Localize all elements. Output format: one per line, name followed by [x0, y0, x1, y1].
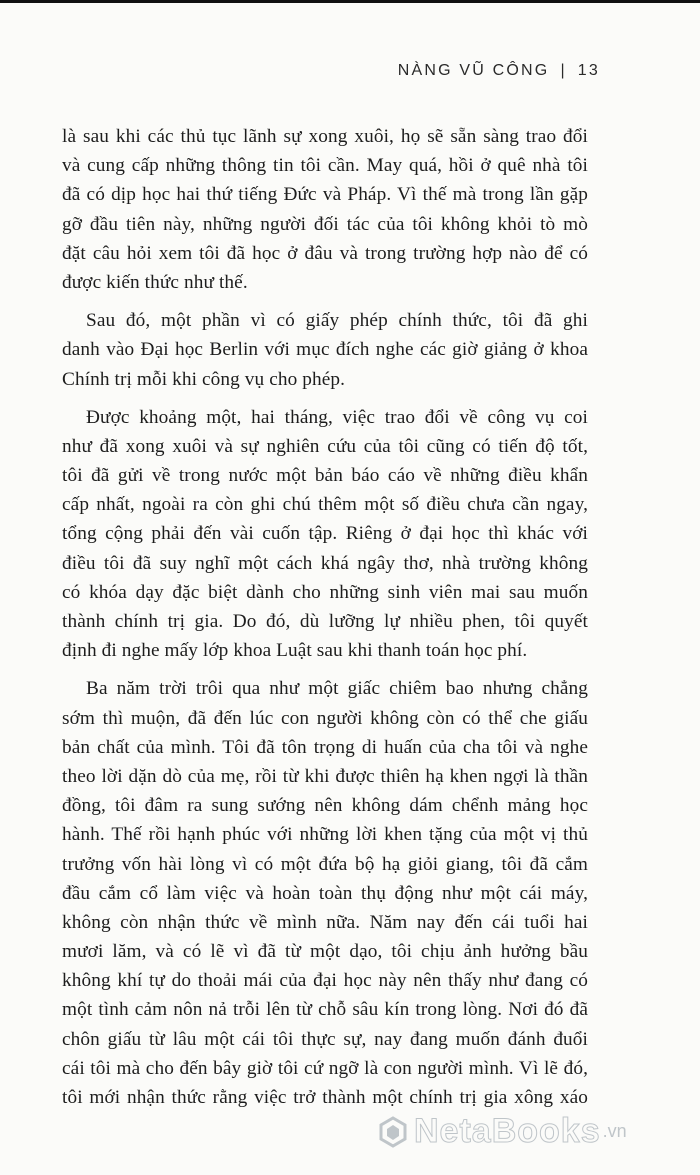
watermark-text: NetaBooks: [414, 1112, 601, 1150]
paragraph: [62, 403, 588, 666]
text-line: cấp nhất, ngoài ra còn ghi chú thêm một số điều chưa cần ngay,: [62, 494, 588, 516]
text-line: mươi lăm, và có lẽ vì đã từ một dạo, tôi chịu ảnh hưởng bầu: [62, 941, 588, 963]
paragraph: [62, 306, 588, 394]
text-line: có khóa dạy đặc biệt dành cho những sinh viên mai sau muốn: [62, 581, 588, 603]
book-title: NÀNG VŨ CÔNG: [397, 62, 550, 79]
text-line: đầu cắm cổ làm việc và hoàn toàn thụ động như một cái máy,: [62, 882, 588, 904]
watermark-suffix: .vn: [602, 1121, 627, 1141]
text-line: gỡ đầu tiên này, những người đối tác của tôi không khỏi tò mò: [62, 213, 588, 235]
text-line: điều tôi đã suy nghĩ một cách khá ngây thơ, nhà trường không: [62, 552, 588, 574]
text-line: Sau đó, một phần vì có giấy phép chính thức, tôi đã ghi: [86, 310, 588, 332]
paragraph: [62, 122, 588, 297]
text-line: tôi mới nhận thức rằng việc trở thành một chính trị gia xông xáo: [62, 1087, 588, 1108]
text-line: và cung cấp những thông tin tôi cần. May quá, hồi ở quê nhà tôi: [62, 155, 588, 177]
text-line: theo lời dặn dò của mẹ, rồi từ khi được thiên hạ khen ngợi là thần: [62, 765, 588, 787]
text-line: được kiến thức như thế.: [62, 271, 248, 293]
text-line: không khí tự do thoải mái của đại học này nên thấy như đang có: [62, 970, 588, 992]
text-line: trưởng vốn hài lòng vì có một đứa bộ hạ giỏi giang, tôi đã cắm: [62, 853, 588, 875]
text-line: một tình cảm nôn nả trỗi lên từ chỗ sâu kín trong lòng. Nơi đó đã: [62, 999, 588, 1021]
paragraph: [62, 674, 588, 1112]
text-line: Ba năm trời trôi qua như một giấc chiêm bao nhưng chẳng: [86, 678, 588, 700]
text-line: tổng cộng phải đến vài cuốn tập. Riêng ở đại học thì khác với: [62, 523, 588, 545]
text-line: không còn nhận thức về mình nữa. Năm nay đến cái tuổi hai: [62, 911, 588, 933]
text-line: chôn giấu từ lâu một cái tôi thực sự, nay đang muốn đánh đuổi: [62, 1028, 588, 1050]
text-line: định đi nghe mấy lớp khoa Luật sau khi thanh toán học phí.: [62, 640, 528, 662]
text-line: thành chính trị gia. Do đó, dù lưỡng lự nhiều phen, tôi quyết: [62, 611, 588, 632]
header-separator: |: [560, 62, 567, 79]
text-line: đã có dịp học hai thứ tiếng Đức và Pháp. Vì thế mà trong lần gặp: [62, 184, 588, 206]
text-line: như đã xong xuôi và sự nghiên cứu của tôi cũng có tiến độ tốt,: [62, 435, 588, 457]
page-top-edge: [0, 0, 700, 3]
text-line: danh vào Đại học Berlin với mục đích nghe các giờ giảng ở khoa: [62, 339, 588, 361]
text-line: đồng, tôi đâm ra sung sướng nên không dám chểnh mảng học: [62, 795, 588, 817]
text-line: Chính trị mỗi khi công vụ cho phép.: [62, 368, 346, 390]
text-line: hành. Thế rồi hạnh phúc với những lời khen tặng của một vị thủ: [62, 824, 588, 846]
text-line: tôi đã gửi về trong nước một bản báo cáo về những điều khẩn: [62, 465, 588, 487]
text-line: đặt câu hỏi xem tôi đã học ở đâu và trong trường hợp nào để có: [62, 242, 588, 264]
text-line: Được khoảng một, hai tháng, việc trao đổi về công vụ coi: [86, 406, 588, 428]
running-header: [398, 62, 600, 80]
text-line: cái tôi mà cho đến bây giờ tôi cứ ngỡ là con người mình. Vì lẽ đó,: [62, 1057, 588, 1079]
text-line: sớm thì muộn, đã đến lúc con người không còn có thể che giấu: [62, 707, 588, 729]
page-number: 13: [577, 62, 600, 79]
body-text: [62, 122, 588, 1121]
text-line: bản chất của mình. Tôi đã tôn trọng di huấn của cha tôi và nghe: [62, 736, 588, 758]
text-line: là sau khi các thủ tục lãnh sự xong xuôi, họ sẽ sẵn sàng trao đổi: [62, 126, 588, 147]
